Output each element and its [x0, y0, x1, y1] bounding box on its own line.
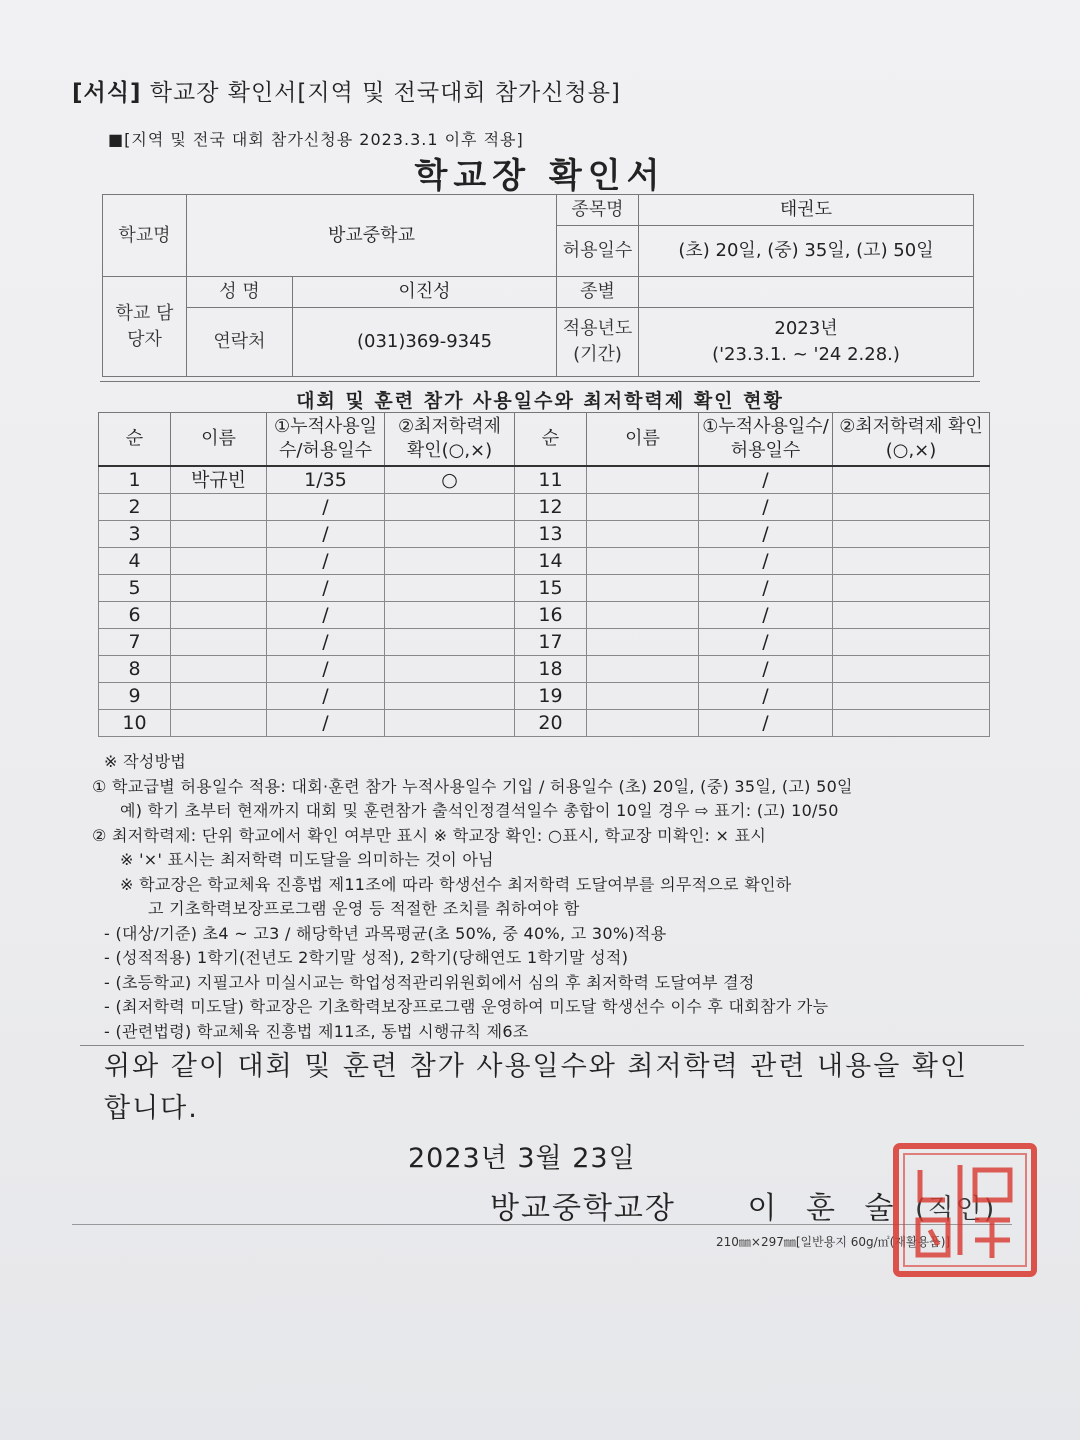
- row-days: /: [699, 602, 833, 629]
- row-name: [171, 548, 267, 575]
- row-days: /: [699, 466, 833, 494]
- row-check: [385, 521, 515, 548]
- row-check: [385, 548, 515, 575]
- row-name: [587, 683, 699, 710]
- note-4a: ※ 학교장은 학교체육 진흥법 제11조에 따라 학생선수 최저학력 도달여부를 의무적으로 확인하: [120, 874, 792, 894]
- sub-label: ■[지역 및 전국 대회 참가신청용 2023.3.1 이후 적용]: [108, 130, 524, 149]
- row-check: [385, 494, 515, 521]
- row-name: [171, 575, 267, 602]
- row-days: 1/35: [267, 466, 385, 494]
- instructions: [92, 750, 992, 1044]
- form-label: [72, 74, 621, 107]
- col-header: 순: [99, 413, 171, 467]
- form-title: 학교장 확인서[지역 및 전국대회 참가신청용]: [149, 80, 621, 106]
- col-header: 이름: [171, 413, 267, 467]
- row-check: [833, 602, 990, 629]
- row-check: [833, 683, 990, 710]
- school-value: 방교중학교: [187, 195, 557, 277]
- period-value: ('23.3.1. ~ '24 2.28.): [712, 344, 900, 365]
- row-number: 4: [99, 548, 171, 575]
- table-row: [99, 466, 990, 494]
- year-value: 2023년: [774, 318, 838, 339]
- row-days: /: [699, 710, 833, 737]
- notes-heading: ※ 작성방법: [104, 752, 187, 771]
- row-number: 7: [99, 629, 171, 656]
- table-row: [99, 602, 990, 629]
- paper-spec: 210㎜×297㎜[일반용지 60g/㎡(재활용품)]: [716, 1235, 951, 1249]
- row-name: [171, 602, 267, 629]
- days-value: (초) 20일, (중) 35일, (고) 50일: [639, 226, 974, 277]
- row-name: [171, 494, 267, 521]
- row-days: /: [267, 710, 385, 737]
- row-name: [587, 521, 699, 548]
- col-header: ②최저학력제 확인(○,×): [385, 413, 515, 467]
- row-name: [587, 629, 699, 656]
- row-number: 3: [99, 521, 171, 548]
- row-check: [385, 602, 515, 629]
- detail-3: - (초등학교) 지필고사 미실시교는 학업성적관리위원회에서 심의 후 최저학력 도달여부 결정: [104, 972, 755, 992]
- row-name: [171, 710, 267, 737]
- col-header: 이름: [587, 413, 699, 467]
- sport-label: 종목명: [557, 195, 639, 226]
- row-days: /: [267, 575, 385, 602]
- table-row: [99, 710, 990, 737]
- row-check: ○: [385, 466, 515, 494]
- note-1a: ① 학교급별 허용일수 적용: 대회·훈련 참가 누적사용일수 기입 / 허용일수 (초) 20일, (중) 35일, (고) 50일: [92, 776, 853, 796]
- row-days: /: [267, 548, 385, 575]
- seal-placeholder: (직인): [915, 1194, 997, 1225]
- row-number: 18: [515, 656, 587, 683]
- row-check: [833, 466, 990, 494]
- issue-date: 2023년 3월 23일: [408, 1143, 636, 1174]
- row-number: 13: [515, 521, 587, 548]
- row-name: [587, 710, 699, 737]
- row-check: [833, 629, 990, 656]
- row-name: 박규빈: [171, 466, 267, 494]
- manager-label: 학교 담당자: [103, 277, 187, 377]
- contact-label: 연락처: [187, 308, 293, 377]
- info-table: [102, 194, 974, 377]
- detail-4: - (최저학력 미도달) 학교장은 기초학력보장프로그램 운영하여 미도달 학생선수 이수 후 대회참가 가능: [104, 997, 829, 1016]
- divider: [72, 1224, 1012, 1225]
- principal-name: 이 훈 술: [747, 1191, 904, 1226]
- row-check: [385, 683, 515, 710]
- row-number: 14: [515, 548, 587, 575]
- row-check: [385, 656, 515, 683]
- row-name: [171, 521, 267, 548]
- category-value: [639, 277, 974, 308]
- row-days: /: [267, 656, 385, 683]
- row-days: /: [699, 548, 833, 575]
- table-row: [99, 575, 990, 602]
- sport-value: 태권도: [639, 195, 974, 226]
- col-header: ①누적사용일수/허용일수: [267, 413, 385, 467]
- row-number: 12: [515, 494, 587, 521]
- row-name: [587, 602, 699, 629]
- row-check: [833, 494, 990, 521]
- closing-line-2: 합니다.: [104, 1093, 199, 1124]
- row-number: 1: [99, 466, 171, 494]
- closing-line-1: 위와 같이 대회 및 훈련 참가 사용일수와 최저학력 관련 내용을 확인: [104, 1051, 969, 1082]
- row-days: /: [267, 494, 385, 521]
- row-check: [833, 710, 990, 737]
- row-check: [385, 575, 515, 602]
- row-check: [833, 656, 990, 683]
- row-days: /: [699, 494, 833, 521]
- year-label: 적용년도 (기간): [557, 308, 639, 377]
- row-days: /: [699, 656, 833, 683]
- row-check: [833, 575, 990, 602]
- row-number: 5: [99, 575, 171, 602]
- row-number: 11: [515, 466, 587, 494]
- table-row: [99, 629, 990, 656]
- detail-2: - (성적적용) 1학기(전년도 2학기말 성적), 2학기(당해연도 1학기말 성적): [104, 948, 629, 967]
- row-days: /: [267, 521, 385, 548]
- days-label: 허용일수: [557, 226, 639, 277]
- row-number: 20: [515, 710, 587, 737]
- document-title: 학교장 확인서: [414, 156, 666, 196]
- category-label: 종별: [557, 277, 639, 308]
- row-check: [385, 710, 515, 737]
- row-check: [833, 548, 990, 575]
- row-number: 16: [515, 602, 587, 629]
- row-days: /: [267, 629, 385, 656]
- row-name: [587, 548, 699, 575]
- row-name: [587, 575, 699, 602]
- row-name: [587, 494, 699, 521]
- col-header: ②최저학력제 확인(○,×): [833, 413, 990, 467]
- name-label: 성 명: [187, 277, 293, 308]
- row-number: 10: [99, 710, 171, 737]
- row-name: [587, 466, 699, 494]
- table-row: [99, 683, 990, 710]
- detail-1: - (대상/기준) 초4 ~ 고3 / 해당학년 과목평균(초 50%, 중 40%, 고 30%)적용: [104, 923, 667, 943]
- col-header: ①누적사용일수/허용일수: [699, 413, 833, 467]
- table-row: [99, 494, 990, 521]
- row-days: /: [267, 683, 385, 710]
- row-check: [833, 521, 990, 548]
- row-number: 17: [515, 629, 587, 656]
- row-number: 9: [99, 683, 171, 710]
- name-value: 이진성: [293, 277, 557, 308]
- table-header-row: [99, 413, 990, 467]
- note-3: ※ '×' 표시는 최저학력 미도달을 의미하는 것이 아님: [120, 850, 494, 869]
- school-label: 학교명: [103, 195, 187, 277]
- row-number: 19: [515, 683, 587, 710]
- row-number: 2: [99, 494, 171, 521]
- participation-table: [98, 412, 990, 737]
- detail-5: - (관련법령) 학교체육 진흥법 제11조, 동법 시행규칙 제6조: [104, 1021, 529, 1041]
- section-title: 대회 및 훈련 참가 사용일수와 최저학력제 확인 현황: [100, 381, 980, 413]
- note-4b: 고 기초학력보장프로그램 운영 등 적절한 조치를 취하여야 함: [148, 899, 580, 918]
- closing-statement: [80, 1045, 1024, 1130]
- note-2: ② 최저학력제: 단위 학교에서 확인 여부만 표시 ※ 학교장 확인: ○표시, 학교장 미확인: × 표시: [92, 825, 767, 845]
- row-days: /: [699, 575, 833, 602]
- row-check: [385, 629, 515, 656]
- row-days: /: [699, 629, 833, 656]
- row-name: [171, 683, 267, 710]
- row-days: /: [267, 602, 385, 629]
- row-name: [587, 656, 699, 683]
- year-cell: [639, 308, 974, 377]
- note-1b: 예) 학기 초부터 현재까지 대회 및 훈련참가 출석인정결석일수 총합이 10일 경우 ⇨ 표기: (고) 10/50: [120, 801, 839, 820]
- row-number: 8: [99, 656, 171, 683]
- table-row: [99, 656, 990, 683]
- table-row: [99, 521, 990, 548]
- row-name: [171, 656, 267, 683]
- row-number: 6: [99, 602, 171, 629]
- form-tag: [서식]: [72, 80, 142, 106]
- table-row: [99, 548, 990, 575]
- row-name: [171, 629, 267, 656]
- official-seal-icon: [890, 1140, 1040, 1280]
- contact-value: (031)369-9345: [293, 308, 557, 377]
- row-days: /: [699, 683, 833, 710]
- school-principal-title: 방교중학교장: [490, 1191, 676, 1226]
- row-number: 15: [515, 575, 587, 602]
- col-header: 순: [515, 413, 587, 467]
- row-days: /: [699, 521, 833, 548]
